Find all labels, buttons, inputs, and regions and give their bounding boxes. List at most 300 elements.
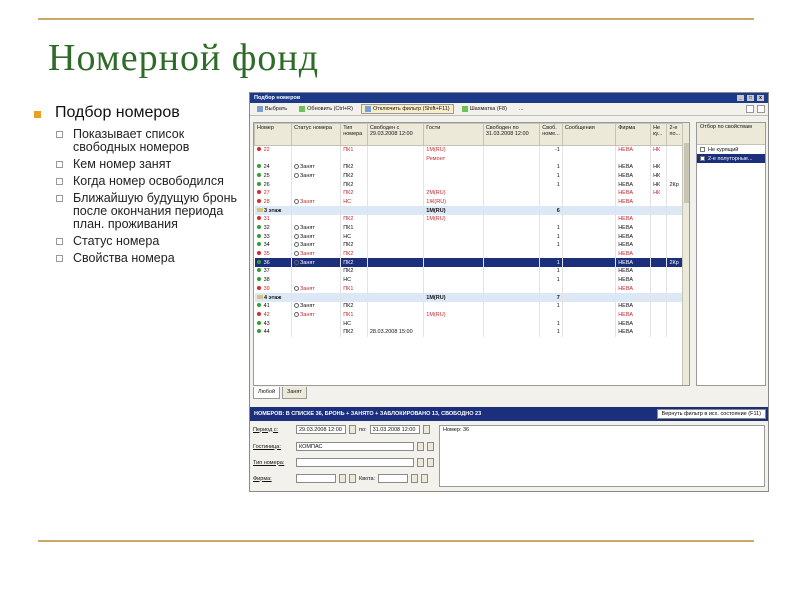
calendar-icon[interactable] — [423, 425, 430, 434]
period-to-label: по: — [359, 426, 367, 433]
free-dot-icon — [257, 260, 261, 264]
table-cell: НЕВА — [616, 163, 651, 172]
table-cell — [562, 302, 615, 311]
table-row[interactable] — [255, 215, 684, 224]
table-cell — [483, 206, 539, 215]
table-cell — [291, 311, 340, 320]
table-cell — [291, 215, 340, 224]
table-cell — [424, 172, 484, 181]
table-row[interactable] — [255, 276, 684, 285]
table-cell: НЕВА — [616, 198, 651, 207]
room-status: Занят — [299, 164, 315, 171]
table-cell: 1 — [540, 328, 563, 337]
more-button[interactable]: ... — [518, 106, 524, 112]
select-button[interactable]: Выбрать — [253, 104, 291, 114]
table-cell — [424, 267, 484, 276]
rooms-summary-bar — [250, 407, 768, 421]
room-status: Занят — [299, 225, 315, 232]
table-cell — [424, 328, 484, 337]
select-icon[interactable] — [417, 458, 424, 467]
table-cell — [291, 250, 340, 259]
room-number: 32 — [263, 225, 270, 232]
room-number: 42 — [263, 311, 270, 318]
table-cell — [424, 224, 484, 233]
table-cell — [483, 198, 539, 207]
hollow-square-bullet-icon — [56, 238, 63, 245]
table-cell: 1 — [540, 172, 563, 181]
table-cell — [291, 319, 340, 328]
tab-occupied[interactable]: Занят — [282, 387, 307, 399]
table-cell: НЕВА — [616, 258, 651, 267]
table-cell — [367, 232, 423, 241]
table-cell — [255, 276, 292, 285]
table-cell — [562, 189, 615, 198]
table-row[interactable] — [255, 163, 684, 172]
bottom-divider — [38, 540, 754, 542]
table-cell: 2М(RU) — [424, 189, 484, 198]
room-status: Занят — [299, 259, 315, 266]
table-cell: 1 — [540, 241, 563, 250]
room-status: Занят — [299, 242, 315, 249]
sub-bullet-item — [56, 192, 246, 231]
toolbar — [250, 103, 768, 116]
table-cell: НЕВА — [616, 250, 651, 259]
firm-input[interactable] — [296, 474, 336, 483]
table-row[interactable] — [255, 232, 684, 241]
table-cell — [255, 258, 292, 267]
period-to-input[interactable]: 31.03.2008 12:00 — [370, 425, 420, 434]
floor-guests-cell: 1М(RU) — [424, 206, 484, 215]
maximize-icon[interactable]: □ — [748, 95, 753, 101]
table-cell — [651, 319, 667, 328]
select-icon[interactable] — [339, 474, 346, 483]
table-cell — [255, 172, 292, 181]
table-cell — [341, 154, 368, 163]
clock-icon — [294, 242, 299, 247]
firm-label: Фирма: — [253, 475, 272, 482]
table-cell — [540, 154, 563, 163]
room-status: Занят — [299, 172, 315, 179]
table-cell: 1М(RU) — [424, 311, 484, 320]
sub-bullet-item — [56, 235, 246, 248]
table-cell — [540, 215, 563, 224]
floor-label-cell — [255, 293, 292, 302]
filter-item-label: Не курящий — [708, 146, 739, 153]
table-cell — [255, 180, 292, 189]
occupied-dot-icon — [257, 312, 261, 316]
table-cell — [651, 258, 667, 267]
table-cell — [291, 163, 340, 172]
table-cell: 1 — [540, 302, 563, 311]
table-row[interactable] — [255, 189, 684, 198]
table-cell — [291, 258, 340, 267]
hollow-square-bullet-icon — [56, 255, 63, 262]
sub-bullet-list — [56, 128, 246, 265]
table-cell — [367, 276, 423, 285]
table-cell — [255, 198, 292, 207]
period-from-input[interactable]: 29.03.2008 12:00 — [296, 425, 346, 434]
table-cell — [562, 215, 615, 224]
table-cell — [255, 328, 292, 337]
table-cell — [651, 267, 667, 276]
table-cell — [651, 328, 667, 337]
table-cell: Ремонт — [424, 154, 484, 163]
room-number: 38 — [263, 277, 270, 284]
table-cell — [483, 180, 539, 189]
table-cell — [291, 328, 340, 337]
column-header[interactable]: Номер — [255, 124, 292, 146]
table-cell: НК — [651, 189, 667, 198]
table-cell — [291, 285, 340, 294]
table-cell — [291, 172, 340, 181]
column-header[interactable]: Фирма — [616, 124, 651, 146]
table-cell: НЕВА — [616, 285, 651, 294]
table-cell — [562, 154, 615, 163]
filter-checkbox-item[interactable] — [697, 145, 765, 154]
table-cell: НЕВА — [616, 189, 651, 198]
table-row[interactable] — [255, 146, 684, 155]
table-cell — [483, 267, 539, 276]
clock-icon — [294, 251, 299, 256]
search-icon[interactable] — [427, 442, 434, 451]
table-cell — [291, 198, 340, 207]
table-row[interactable] — [255, 250, 684, 259]
table-cell — [616, 206, 651, 215]
table-row[interactable] — [255, 319, 684, 328]
table-cell: 1 — [540, 319, 563, 328]
column-header[interactable]: Тип номера — [341, 124, 368, 146]
column-header[interactable]: Свободен по 31.03.2008 12:00 — [483, 124, 539, 146]
sub-bullet-item — [56, 175, 246, 188]
table-cell: 1 — [540, 276, 563, 285]
sub-bullet-text: Статус номера — [73, 234, 160, 248]
table-cell: НЕВА — [616, 328, 651, 337]
table-cell — [483, 311, 539, 320]
room-status: Занят — [299, 233, 315, 240]
copy-icon[interactable] — [746, 105, 754, 113]
table-row[interactable] — [255, 172, 684, 181]
table-cell: ПК2 — [341, 172, 368, 181]
table-cell: ПК2 — [341, 250, 368, 259]
table-cell — [291, 302, 340, 311]
table-cell — [651, 215, 667, 224]
table-row[interactable] — [255, 241, 684, 250]
table-row[interactable] — [255, 224, 684, 233]
main-bullet-text: Подбор номеров — [55, 104, 180, 121]
quota-label: Квота: — [359, 475, 376, 482]
table-cell: ПК2 — [341, 241, 368, 250]
room-status: Занят — [299, 285, 315, 292]
hollow-square-bullet-icon — [56, 195, 63, 202]
table-cell: 28.03.2008 15:00 — [367, 328, 423, 337]
table-row[interactable] — [255, 328, 684, 337]
table-cell: 1 — [540, 180, 563, 189]
table-cell: ПК1 — [341, 224, 368, 233]
occupied-dot-icon — [257, 147, 261, 151]
table-cell — [483, 319, 539, 328]
table-cell: НС — [341, 276, 368, 285]
table-cell — [562, 285, 615, 294]
table-cell — [367, 154, 423, 163]
table-row[interactable] — [255, 285, 684, 294]
close-icon[interactable]: x — [757, 95, 764, 101]
quota-input[interactable] — [378, 474, 408, 483]
hotel-row — [253, 442, 434, 451]
table-row[interactable] — [255, 198, 684, 207]
table-cell — [562, 180, 615, 189]
table-cell — [562, 293, 615, 302]
table-cell — [483, 293, 539, 302]
table-cell — [483, 302, 539, 311]
table-cell — [255, 311, 292, 320]
clock-icon — [294, 303, 299, 308]
table-cell — [255, 285, 292, 294]
free-dot-icon — [257, 277, 261, 281]
table-cell — [424, 163, 484, 172]
room-number: 43 — [263, 320, 270, 327]
refresh-button[interactable]: Обновить (Ctrl+R) — [295, 104, 357, 114]
table-cell — [651, 285, 667, 294]
table-cell — [562, 206, 615, 215]
table-cell: 1 — [540, 163, 563, 172]
table-cell — [562, 311, 615, 320]
table-cell — [616, 154, 651, 163]
column-header[interactable]: Статус номера — [291, 124, 340, 146]
table-cell: 1 — [540, 232, 563, 241]
free-dot-icon — [257, 234, 261, 238]
occupied-dot-icon — [257, 216, 261, 220]
room-number: 28 — [263, 198, 270, 205]
bullet-list — [34, 104, 246, 269]
room-selection-window — [249, 92, 769, 492]
table-cell — [483, 172, 539, 181]
table-cell — [291, 154, 340, 163]
room-status: Занят — [299, 311, 315, 318]
table-cell: 1 — [540, 224, 563, 233]
table-cell: НС — [341, 232, 368, 241]
room-info-panel: Номер: 36 — [439, 425, 765, 487]
table-cell: НЕВА — [616, 146, 651, 155]
floor-group-row[interactable] — [255, 206, 684, 215]
occupied-dot-icon — [257, 199, 261, 203]
table-row[interactable] — [255, 258, 684, 267]
table-row[interactable] — [255, 311, 684, 320]
select-icon[interactable] — [417, 442, 424, 451]
table-cell — [367, 302, 423, 311]
table-cell: НЕВА — [616, 232, 651, 241]
table-cell — [255, 241, 292, 250]
table-cell — [367, 180, 423, 189]
clock-icon — [294, 225, 299, 230]
table-cell — [562, 172, 615, 181]
room-number: 27 — [263, 190, 270, 197]
sub-bullet-text: Кем номер занят — [73, 157, 172, 171]
table-cell — [483, 241, 539, 250]
clock-icon — [294, 260, 299, 265]
search-icon[interactable] — [421, 474, 428, 483]
room-number: 33 — [263, 233, 270, 240]
floor-free-cell: 6 — [540, 206, 563, 215]
table-cell: ПК1 — [341, 146, 368, 155]
hotel-input[interactable]: КОМПАС — [296, 442, 414, 451]
table-cell — [255, 146, 292, 155]
table-cell — [540, 311, 563, 320]
free-dot-icon — [257, 242, 261, 246]
hotel-label: Гостиница: — [253, 443, 281, 450]
table-cell: 2Кр — [667, 258, 684, 267]
toolbar-right — [746, 105, 765, 113]
table-cell: ПК2 — [341, 163, 368, 172]
sub-bullet-text: Свойства номера — [73, 251, 175, 265]
table-cell — [540, 250, 563, 259]
checkbox[interactable] — [700, 147, 705, 152]
room-type-input[interactable] — [296, 458, 414, 467]
column-header[interactable]: 2-е по... — [667, 124, 684, 146]
table-cell: ПК2 — [341, 189, 368, 198]
room-status: Занят — [299, 303, 315, 310]
table-cell: 1 — [540, 258, 563, 267]
reset-filter-button[interactable]: Вернуть фильтр в исх. состояние (F11) — [657, 409, 766, 419]
table-cell — [651, 224, 667, 233]
table-cell — [255, 163, 292, 172]
table-cell: НЕВА — [616, 180, 651, 189]
room-number: 44 — [263, 329, 270, 336]
room-number: 37 — [263, 268, 270, 275]
floor-label: 4 этаж — [264, 294, 282, 301]
filter-item-label: 2-е полуторные... — [708, 155, 753, 162]
table-cell — [255, 250, 292, 259]
table-cell — [651, 250, 667, 259]
room-number: 34 — [263, 242, 270, 249]
floor-label: 3 этаж — [264, 207, 282, 214]
table-cell — [562, 163, 615, 172]
clock-icon — [294, 173, 299, 178]
table-cell — [483, 215, 539, 224]
table-cell — [483, 154, 539, 163]
hollow-square-bullet-icon — [56, 161, 63, 168]
column-header[interactable]: Свободен с 29.03.2008 12:00 — [367, 124, 423, 146]
room-number: 25 — [263, 172, 270, 179]
window-controls — [737, 95, 764, 101]
table-row[interactable] — [255, 154, 684, 163]
table-cell: НК — [651, 163, 667, 172]
table-cell — [367, 146, 423, 155]
table-cell — [562, 319, 615, 328]
minimize-icon[interactable]: _ — [737, 95, 744, 101]
column-header[interactable]: Сообщения — [562, 124, 615, 146]
scrollbar-thumb[interactable] — [684, 143, 689, 203]
column-header[interactable]: Своб. номе... — [540, 124, 563, 146]
table-cell — [651, 311, 667, 320]
table-cell — [424, 232, 484, 241]
table-cell — [562, 258, 615, 267]
table-cell — [367, 285, 423, 294]
firm-row — [253, 474, 428, 483]
chess-button[interactable]: Шахматка (F8) — [458, 104, 511, 114]
clock-icon — [294, 199, 299, 204]
table-cell — [255, 302, 292, 311]
room-status: Занят — [299, 198, 315, 205]
table-cell — [367, 319, 423, 328]
select-icon[interactable] — [411, 474, 418, 483]
period-label: Период с: — [253, 426, 279, 433]
table-cell — [291, 224, 340, 233]
edit-icon[interactable] — [757, 105, 765, 113]
search-icon[interactable] — [349, 474, 356, 483]
table-row[interactable] — [255, 180, 684, 189]
table-cell: НЕВА — [616, 241, 651, 250]
table-cell — [562, 146, 615, 155]
table-cell — [483, 146, 539, 155]
table-cell — [367, 198, 423, 207]
table-cell — [483, 276, 539, 285]
column-header[interactable]: Гости — [424, 124, 484, 146]
free-dot-icon — [257, 164, 261, 168]
clock-icon — [294, 164, 299, 169]
rooms-summary-text: НОМЕРОВ: В СПИСКЕ 36, БРОНЬ + ЗАНЯТО + ЗАБЛОКИРОВАНО 13, СВОБОДНО 23 — [254, 411, 482, 417]
table-cell — [483, 328, 539, 337]
table-cell: НС — [341, 198, 368, 207]
room-status: Занят — [299, 251, 315, 258]
main-bullet — [34, 104, 246, 122]
table-row[interactable] — [255, 267, 684, 276]
period-row — [253, 425, 430, 434]
search-icon[interactable] — [427, 458, 434, 467]
table-cell — [255, 215, 292, 224]
table-cell: ПК2 — [341, 215, 368, 224]
checkbox[interactable] — [700, 156, 705, 161]
status-tabs — [253, 387, 307, 399]
table-cell — [367, 267, 423, 276]
table-cell: НЕВА — [616, 224, 651, 233]
table-cell — [291, 180, 340, 189]
filter-checkbox-item[interactable] — [697, 154, 765, 163]
table-cell — [367, 293, 423, 302]
table-cell: ПК1 — [341, 311, 368, 320]
table-cell — [367, 241, 423, 250]
table-cell — [367, 215, 423, 224]
filter-form — [253, 425, 765, 489]
table-cell — [255, 319, 292, 328]
table-cell: ПК2 — [341, 328, 368, 337]
table-row[interactable] — [255, 302, 684, 311]
table-cell — [291, 241, 340, 250]
table-cell — [255, 154, 292, 163]
column-header[interactable]: Не ку... — [651, 124, 667, 146]
table-cell: НЕВА — [616, 215, 651, 224]
filter-off-button[interactable]: Отключить фильтр (Shift+F11) — [361, 104, 454, 114]
free-dot-icon — [257, 321, 261, 325]
table-cell — [562, 267, 615, 276]
vertical-scrollbar[interactable] — [682, 123, 689, 385]
room-number: 41 — [263, 303, 270, 310]
table-cell — [424, 241, 484, 250]
square-bullet-icon — [34, 111, 41, 118]
table-cell: НЕВА — [616, 302, 651, 311]
table-cell — [424, 302, 484, 311]
calendar-icon[interactable] — [349, 425, 356, 434]
table-cell: 1Ж(RU) — [424, 198, 484, 207]
table-cell: НЕВА — [616, 311, 651, 320]
floor-group-row[interactable] — [255, 293, 684, 302]
folder-icon — [257, 295, 263, 299]
table-cell — [255, 189, 292, 198]
table-cell — [424, 319, 484, 328]
tab-any[interactable]: Любой — [253, 387, 280, 399]
table-cell — [483, 224, 539, 233]
table-cell — [483, 163, 539, 172]
filter-icon — [365, 106, 371, 112]
